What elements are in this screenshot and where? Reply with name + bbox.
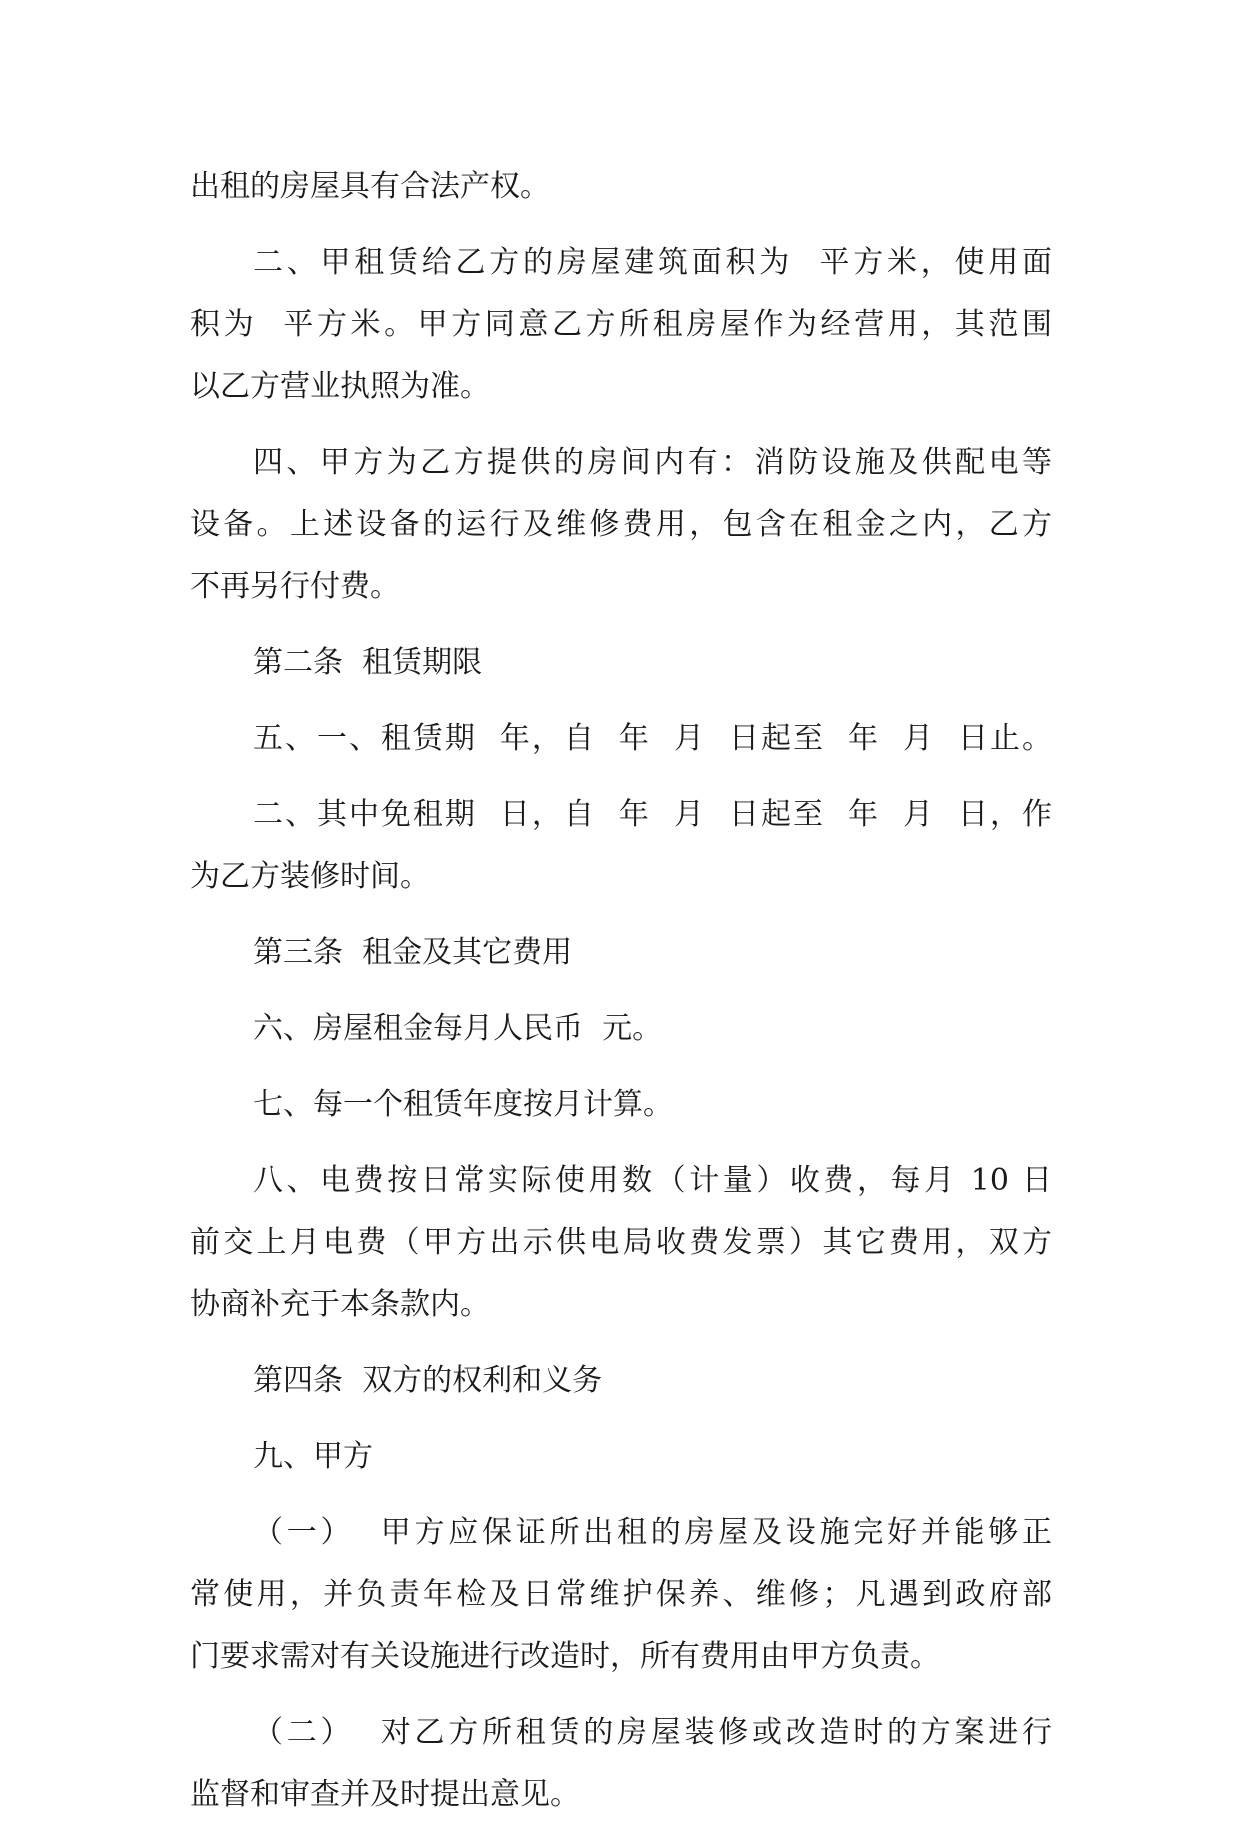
paragraph-line: 不再另行付费。	[190, 569, 400, 604]
section-heading: 第三条 租金及其它费用	[253, 935, 573, 970]
document-body	[190, 156, 1052, 1826]
paragraph-line: 前交上月电费（甲方出示供电局收费发票）其它费用，双方	[190, 1225, 1052, 1260]
paragraph-line: 积为 平方米。甲方同意乙方所租房屋作为经营用，其范围	[190, 307, 1052, 342]
paragraph-line: 为乙方装修时间。	[190, 859, 430, 894]
paragraph-line: 二、其中免租期 日，自 年 月 日起至 年 月 日，作	[253, 797, 1052, 832]
paragraph-line: （一） 甲方应保证所出租的房屋及设施完好并能够正	[253, 1515, 1052, 1550]
section-heading: 第四条 双方的权利和义务	[253, 1363, 603, 1398]
paragraph-line: 常使用，并负责年检及日常维护保养、维修；凡遇到政府部	[190, 1577, 1052, 1612]
paragraph-line: 六、房屋租金每月人民币 元。	[253, 1011, 663, 1046]
paragraph-line: 门要求需对有关设施进行改造时，所有费用由甲方负责。	[190, 1639, 940, 1674]
paragraph-line: 八、电费按日常实际使用数（计量）收费，每月 10 日	[253, 1163, 1052, 1198]
paragraph-line: 七、每一个租赁年度按月计算。	[253, 1087, 673, 1122]
paragraph-line: 协商补充于本条款内。	[190, 1287, 490, 1322]
paragraph-line: 以乙方营业执照为准。	[190, 369, 490, 404]
paragraph-line: 设备。上述设备的运行及维修费用，包含在租金之内，乙方	[190, 507, 1052, 542]
paragraph-line: 二、甲租赁给乙方的房屋建筑面积为 平方米，使用面	[253, 245, 1052, 280]
paragraph-line: 监督和审查并及时提出意见。	[190, 1777, 580, 1812]
paragraph-line: （二） 对乙方所租赁的房屋装修或改造时的方案进行	[253, 1715, 1052, 1750]
paragraph-line: 五、一、租赁期 年，自 年 月 日起至 年 月 日止。	[253, 721, 1052, 756]
paragraph-line: 出租的房屋具有合法产权。	[190, 169, 550, 204]
section-heading: 第二条 租赁期限	[253, 645, 483, 680]
paragraph-line: 四、甲方为乙方提供的房间内有：消防设施及供配电等	[253, 445, 1052, 480]
paragraph-line: 九、甲方	[253, 1439, 373, 1474]
